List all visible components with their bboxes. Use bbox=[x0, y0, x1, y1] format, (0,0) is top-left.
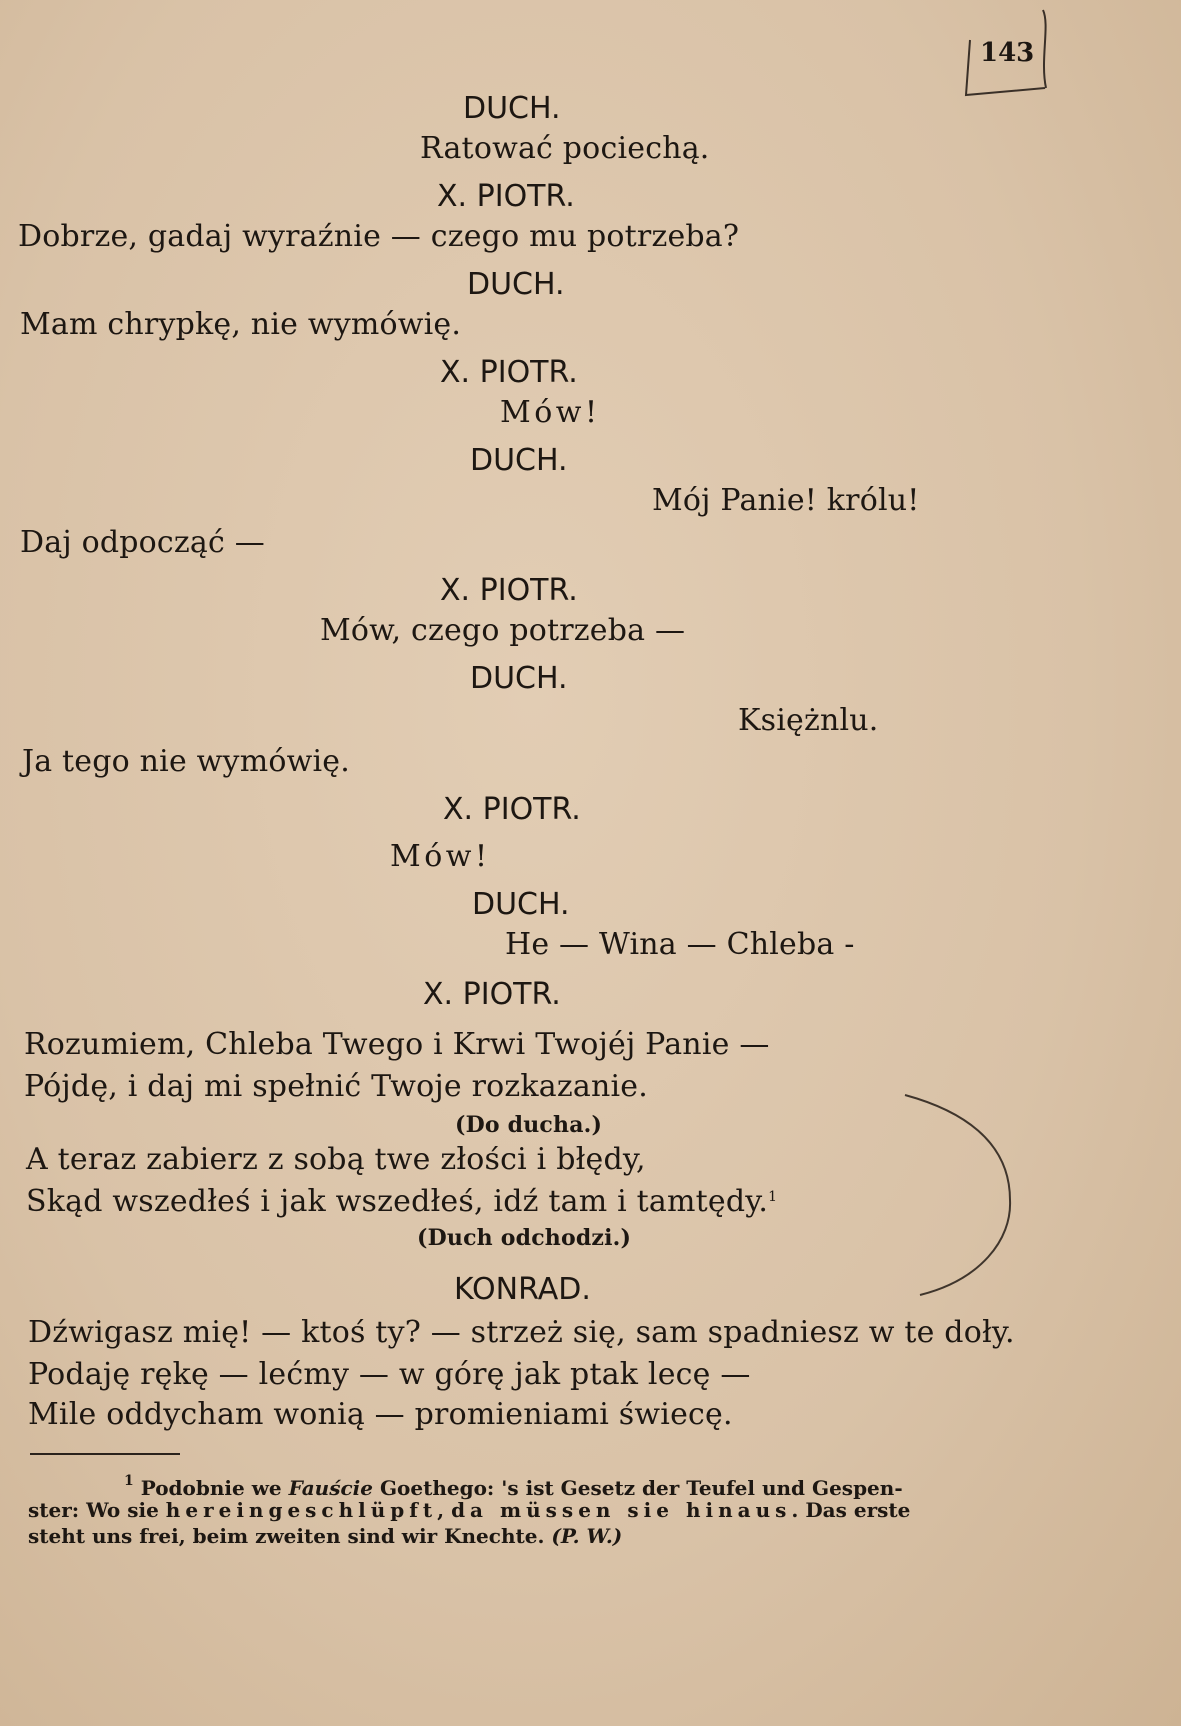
verse-line: Mile oddycham wonią — promieniami świecę. bbox=[28, 1397, 733, 1432]
verse-line: Ja tego nie wymówię. bbox=[22, 744, 350, 779]
verse-line: A teraz zabierz z sobą twe złości i błędy, bbox=[26, 1142, 646, 1177]
verse-line: Ratować pociechą. bbox=[420, 131, 710, 166]
verse-line: Daj odpocząć — bbox=[20, 525, 265, 560]
verse-text: Skąd wszedłeś i jak wszedłeś, idź tam i tamtędy. bbox=[26, 1184, 769, 1219]
verse-line: Mów! bbox=[500, 395, 601, 430]
verse-line: Rozumiem, Chleba Twego i Krwi Twojéj Panie — bbox=[24, 1027, 770, 1062]
verse-line: Księżnlu. bbox=[738, 703, 879, 738]
speaker-konrad: KONRAD. bbox=[454, 1272, 591, 1307]
verse-line: Mam chrypkę, nie wymówię. bbox=[20, 307, 462, 342]
stage-direction: (Duch odchodzi.) bbox=[417, 1225, 632, 1251]
page-number: 143 bbox=[980, 38, 1035, 68]
verse-line: Dobrze, gadaj wyraźnie — czego mu potrzeba? bbox=[18, 219, 740, 254]
verse-line bbox=[26, 1184, 778, 1219]
verse-line: Pójdę, i daj mi spełnić Twoje rozkazanie. bbox=[24, 1069, 648, 1104]
stage-direction: (Do ducha.) bbox=[455, 1112, 603, 1138]
footnote-line: steht uns frei, beim zweiten sind wir Knechte. (P. W.) bbox=[28, 1524, 623, 1548]
speaker-x-piotr: X. PIOTR. bbox=[440, 355, 578, 390]
footnote-line: ster: Wo sie hereingeschlüpft, da müssen sie hinaus. Das erste bbox=[28, 1498, 911, 1522]
verse-line: Dźwigasz mię! — ktoś ty? — strzeż się, sam spadniesz w te doły. bbox=[28, 1315, 1015, 1350]
footnote-line: $^1$ Podobnie we Fauście Goethego: 's ist Gesetz der Teufel und Gespen- bbox=[124, 1473, 903, 1500]
footnote-reference: 1 bbox=[768, 1189, 778, 1205]
speaker-x-piotr: X. PIOTR. bbox=[437, 179, 575, 214]
speaker-x-piotr: X. PIOTR. bbox=[440, 573, 578, 608]
verse-line: Mów! bbox=[390, 839, 491, 874]
footnote-divider bbox=[30, 1453, 180, 1455]
speaker-duch: DUCH. bbox=[470, 443, 568, 478]
verse-line: Mój Panie! królu! bbox=[652, 483, 920, 518]
speaker-duch: DUCH. bbox=[472, 887, 570, 922]
speaker-duch: DUCH. bbox=[463, 91, 561, 126]
verse-line: He — Wina — Chleba - bbox=[505, 927, 855, 962]
verse-line: Mów, czego potrzeba — bbox=[320, 613, 686, 648]
speaker-x-piotr: X. PIOTR. bbox=[443, 792, 581, 827]
footnote-marker: 1 bbox=[124, 1473, 134, 1489]
speaker-x-piotr: X. PIOTR. bbox=[423, 977, 561, 1012]
verse-line: Podaję rękę — lećmy — w górę jak ptak lecę — bbox=[28, 1357, 751, 1392]
speaker-duch: DUCH. bbox=[467, 267, 565, 302]
speaker-duch: DUCH. bbox=[470, 661, 568, 696]
